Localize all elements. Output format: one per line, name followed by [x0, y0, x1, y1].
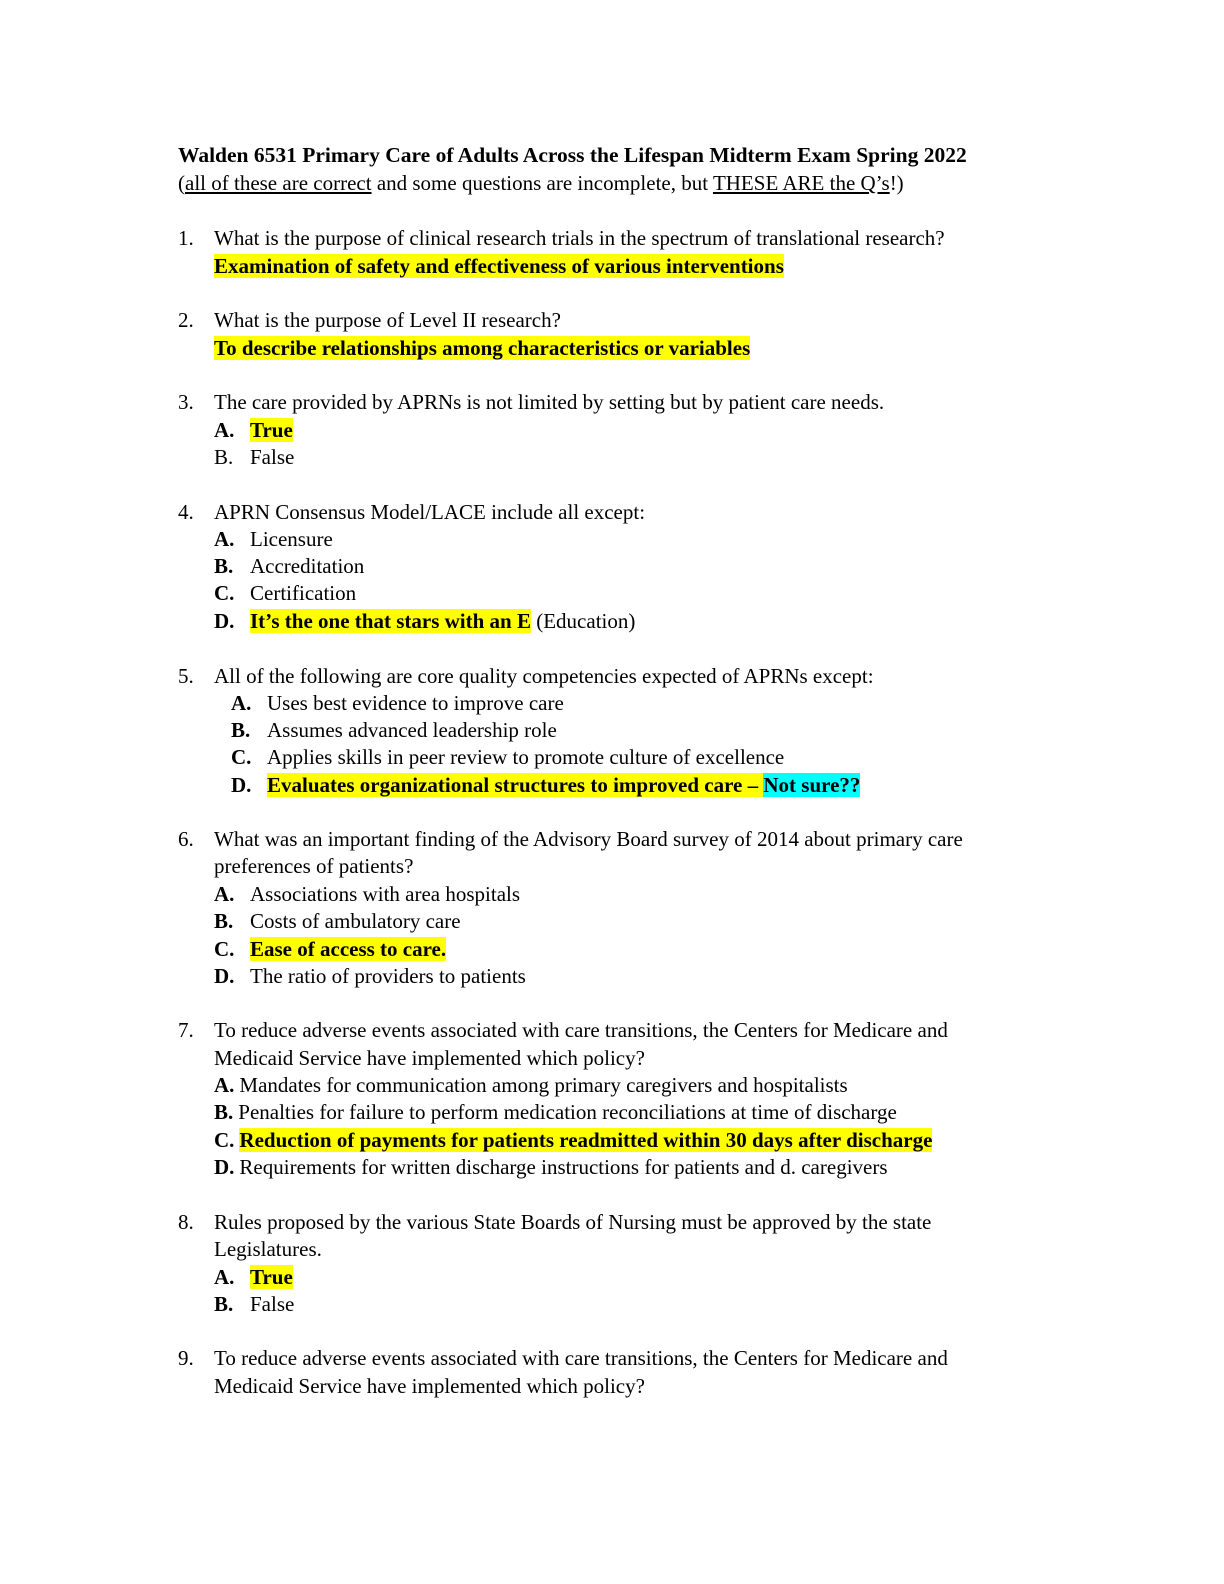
- option-b: [214, 908, 461, 934]
- option-b: [214, 1291, 294, 1317]
- option-letter: B.: [214, 554, 234, 578]
- question-text-continued: Medicaid Service have implemented which policy?: [214, 1374, 645, 1398]
- option-a: [214, 881, 520, 907]
- question-answer: [214, 335, 750, 361]
- option-text: The ratio of providers to patients: [250, 964, 526, 988]
- highlighted-answer: True: [250, 1265, 293, 1289]
- option-d: [231, 772, 860, 798]
- subtitle-close: !): [889, 171, 904, 195]
- option-a: [214, 1072, 848, 1098]
- option-letter: B.: [231, 718, 251, 742]
- highlighted-answer: It’s the one that stars with an E: [250, 609, 531, 633]
- option-c: [214, 580, 356, 606]
- option-d: [214, 1154, 888, 1180]
- option-text: False: [250, 445, 295, 469]
- document-title: Walden 6531 Primary Care of Adults Across the Lifespan Midterm Exam Spring 2022: [178, 143, 967, 167]
- option-letter: A.: [214, 1073, 235, 1097]
- option-text: Mandates for communication among primary caregivers and hospitalists: [239, 1073, 848, 1097]
- question-number: 3.: [178, 390, 194, 414]
- document-subtitle: [178, 171, 904, 196]
- question-text: All of the following are core quality competencies expected of APRNs except:: [214, 664, 874, 688]
- highlighted-answer: To describe relationships among characteristics or variables: [214, 336, 751, 360]
- subtitle-underline-1: all of these are correct: [185, 171, 372, 195]
- option-letter: C.: [214, 937, 235, 961]
- question-number: 7.: [178, 1018, 194, 1042]
- option-letter: D.: [214, 964, 235, 988]
- option-text: Applies skills in peer review to promote culture of excellence: [267, 745, 785, 769]
- option-b: [214, 444, 294, 470]
- option-extra: (Education): [530, 609, 636, 633]
- option-d: [214, 963, 526, 989]
- option-a: [214, 526, 333, 552]
- option-letter: D.: [231, 773, 252, 797]
- option-c: [214, 936, 446, 962]
- subtitle-open: (: [178, 171, 185, 195]
- question-number: 1.: [178, 226, 194, 250]
- option-text: Costs of ambulatory care: [250, 909, 461, 933]
- option-letter: B.: [214, 1292, 234, 1316]
- option-letter: A.: [214, 418, 235, 442]
- option-a: [231, 690, 564, 716]
- option-b: [231, 717, 557, 743]
- option-letter: C.: [214, 1128, 235, 1152]
- question-answer: [214, 253, 784, 279]
- subtitle-middle: and some questions are incomplete, but: [371, 171, 713, 195]
- option-text: Accreditation: [250, 554, 365, 578]
- option-letter: B.: [214, 445, 234, 469]
- option-text: Associations with area hospitals: [250, 882, 521, 906]
- option-letter: A.: [214, 882, 235, 906]
- question-text: What was an important finding of the Advisory Board survey of 2014 about primary care: [214, 827, 963, 851]
- question-number: 6.: [178, 827, 194, 851]
- question-text: To reduce adverse events associated with care transitions, the Centers for Medicare and: [214, 1346, 948, 1370]
- option-c: [231, 744, 784, 770]
- question-text-continued: Medicaid Service have implemented which policy?: [214, 1046, 645, 1070]
- option-text: Certification: [250, 581, 357, 605]
- question-text: To reduce adverse events associated with care transitions, the Centers for Medicare and: [214, 1018, 948, 1042]
- option-text: False: [250, 1292, 295, 1316]
- option-text: Licensure: [250, 527, 333, 551]
- option-a: [214, 1264, 293, 1290]
- option-b: [214, 553, 364, 579]
- option-letter: C.: [214, 581, 235, 605]
- question-number: 8.: [178, 1210, 194, 1234]
- highlighted-answer: Reduction of payments for patients readmitted within 30 days after discharge: [239, 1128, 933, 1152]
- option-text: Uses best evidence to improve care: [267, 691, 564, 715]
- option-text: Assumes advanced leadership role: [267, 718, 557, 742]
- highlighted-answer: True: [250, 418, 293, 442]
- option-letter: D.: [214, 1155, 235, 1179]
- option-c: [214, 1127, 932, 1153]
- question-text: Rules proposed by the various State Boards of Nursing must be approved by the state: [214, 1210, 932, 1234]
- option-letter: A.: [214, 527, 235, 551]
- question-text: The care provided by APRNs is not limited by setting but by patient care needs.: [214, 390, 885, 414]
- question-number: 2.: [178, 308, 194, 332]
- highlighted-answer: Evaluates organizational structures to improved care –: [267, 773, 764, 797]
- option-letter: B.: [214, 1100, 234, 1124]
- option-letter: B.: [214, 909, 234, 933]
- uncertain-note: Not sure??: [763, 773, 861, 797]
- option-letter: A.: [214, 1265, 235, 1289]
- question-number: 9.: [178, 1346, 194, 1370]
- highlighted-answer: Examination of safety and effectiveness of various interventions: [214, 254, 784, 278]
- question-text: What is the purpose of clinical research trials in the spectrum of translational research?: [214, 226, 945, 250]
- option-letter: A.: [231, 691, 252, 715]
- subtitle-underline-2: THESE ARE the Q’s: [712, 171, 890, 195]
- highlighted-answer: Ease of access to care.: [250, 937, 447, 961]
- question-text-continued: Legislatures.: [214, 1237, 322, 1261]
- question-text: APRN Consensus Model/LACE include all except:: [214, 500, 646, 524]
- question-number: 4.: [178, 500, 194, 524]
- option-letter: C.: [231, 745, 252, 769]
- option-text: Requirements for written discharge instructions for patients and d. caregivers: [239, 1155, 888, 1179]
- question-text-continued: preferences of patients?: [214, 854, 414, 878]
- option-text: Penalties for failure to perform medication reconciliations at time of discharge: [238, 1100, 897, 1124]
- option-a: [214, 417, 293, 443]
- question-number: 5.: [178, 664, 194, 688]
- option-b: [214, 1099, 897, 1125]
- option-letter: D.: [214, 609, 235, 633]
- option-d: [214, 608, 635, 634]
- question-text: What is the purpose of Level II research?: [214, 308, 561, 332]
